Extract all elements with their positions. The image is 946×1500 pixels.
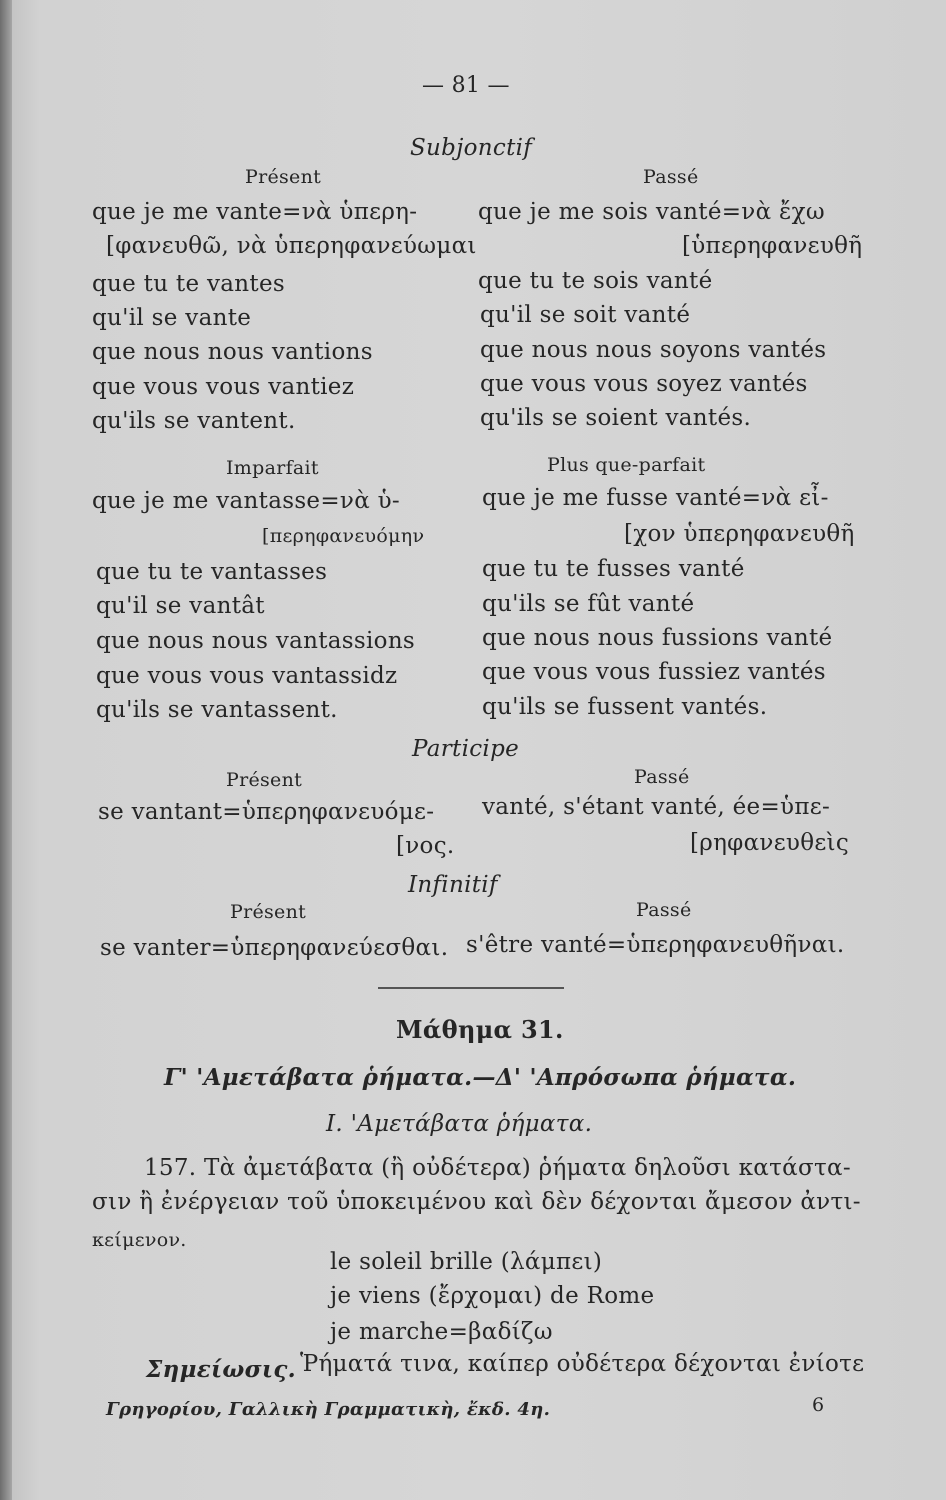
- infinitif-present-line: se vanter=ὑπερηφανεύεσθαι.: [100, 935, 449, 961]
- subj-present-line: qu'ils se vantent.: [92, 408, 296, 434]
- participe-present-line: [νος.: [396, 833, 455, 859]
- book-binding-edge: [0, 0, 12, 1500]
- subj-passe-line: que tu te sois vanté: [478, 268, 713, 294]
- plus-que-parfait-line: [χον ὑπερηφανευθῆ: [624, 521, 855, 547]
- plus-que-parfait-line: que vous vous fussiez vantés: [482, 659, 826, 685]
- plus-que-parfait-line: que nous nous fussions vanté: [482, 625, 833, 651]
- example-line: le soleil brille (λάμπει): [330, 1249, 603, 1275]
- imparfait-line: [περηφανευόμην: [262, 525, 425, 547]
- subj-passe-line: qu'ils se soient vantés.: [480, 405, 752, 431]
- section-heading: Ι. 'Αμετάβατα ῥήματα.: [326, 1111, 593, 1137]
- participe-present-line: se vantant=ὑπερηφανευόμε-: [98, 799, 435, 825]
- plus-que-parfait-line: qu'ils se fût vanté: [482, 591, 695, 617]
- imparfait-line: que tu te vantasses: [96, 559, 328, 585]
- page-number: — 81 —: [422, 73, 510, 98]
- infinitif-passe-label: Passé: [636, 899, 692, 921]
- subj-passe-line: que je me sois vanté=νὰ ἔχω: [478, 199, 825, 225]
- imparfait-line: que nous nous vantassions: [96, 628, 416, 654]
- plus-que-parfait-line: qu'ils se fussent vantés.: [482, 694, 768, 720]
- imparfait-label: Imparfait: [226, 457, 319, 479]
- imparfait-line: qu'ils se vantassent.: [96, 697, 338, 723]
- note-text: Ῥήματά τινα, καίπερ οὐδέτερα δέχονται ἐνίοτε: [300, 1351, 865, 1377]
- plus-que-parfait-line: que tu te fusses vanté: [482, 556, 745, 582]
- subj-present-line: que vous vous vantiez: [92, 374, 355, 400]
- paragraph-line: 157. Τὰ ἀμετάβατα (ἢ οὐδέτερα) ῥήματα δηλοῦσι κατάστα-: [144, 1155, 851, 1181]
- note-label: Σημείωσις.: [146, 1356, 296, 1383]
- lesson-subtitle: Γ' 'Αμετάβατα ῥήματα.—Δ' 'Απρόσωπα ῥήματα.: [164, 1064, 797, 1091]
- subjonctif-heading: Subjonctif: [410, 135, 533, 161]
- subj-passe-line: [ὑπερηφανευθῆ: [682, 233, 863, 259]
- example-line: je marche=βαδίζω: [330, 1319, 553, 1345]
- participe-passe-line: [ρηφανευθεὶς: [690, 830, 850, 856]
- paragraph-line: σιν ἢ ἐνέργειαν τοῦ ὑποκειμένου καὶ δὲν δέχονται ἄμεσον ἀντι-: [92, 1189, 861, 1215]
- imparfait-line: que je me vantasse=νὰ ὑ-: [92, 488, 400, 514]
- subj-present-line: que nous nous vantions: [92, 339, 373, 365]
- participe-heading: Participe: [412, 736, 520, 762]
- subj-passe-label: Passé: [643, 166, 699, 188]
- paragraph-line: κείμενον.: [92, 1229, 187, 1251]
- subj-present-line: qu'il se vante: [92, 305, 252, 331]
- plus-que-parfait-line: que je me fusse vanté=νὰ εἶ-: [482, 485, 829, 511]
- signature-mark: 6: [812, 1394, 825, 1416]
- section-divider: [378, 987, 564, 989]
- participe-present-label: Présent: [226, 769, 303, 791]
- plus-que-parfait-label: Plus que-parfait: [547, 454, 706, 476]
- infinitif-heading: Infinitif: [408, 872, 498, 898]
- subj-present-line: que je me vante=νὰ ὑπερη-: [92, 199, 418, 225]
- imparfait-line: que vous vous vantassidz: [96, 663, 398, 689]
- infinitif-present-label: Présent: [230, 901, 307, 923]
- subj-present-line: que tu te vantes: [92, 271, 285, 297]
- lesson-title: Μάθημα 31.: [396, 1015, 564, 1044]
- imparfait-line: qu'il se vantât: [96, 593, 265, 619]
- example-line: je viens (ἔρχομαι) de Rome: [330, 1283, 655, 1309]
- subj-passe-line: qu'il se soit vanté: [480, 302, 691, 328]
- subj-present-line: [φανευθῶ, νὰ ὑπερηφανεύωμαι: [106, 233, 477, 259]
- subj-present-label: Présent: [245, 166, 322, 188]
- subj-passe-line: que vous vous soyez vantés: [480, 371, 808, 397]
- participe-passe-label: Passé: [634, 766, 690, 788]
- infinitif-passe-line: s'être vanté=ὑπερηφανευθῆναι.: [466, 932, 845, 958]
- participe-passe-line: vanté, s'étant vanté, ée=ὑπε-: [482, 794, 831, 820]
- subj-passe-line: que nous nous soyons vantés: [480, 337, 827, 363]
- footer-citation: Γρηγορίου, Γαλλικὴ Γραμματικὴ, ἔκδ. 4η.: [106, 1399, 551, 1420]
